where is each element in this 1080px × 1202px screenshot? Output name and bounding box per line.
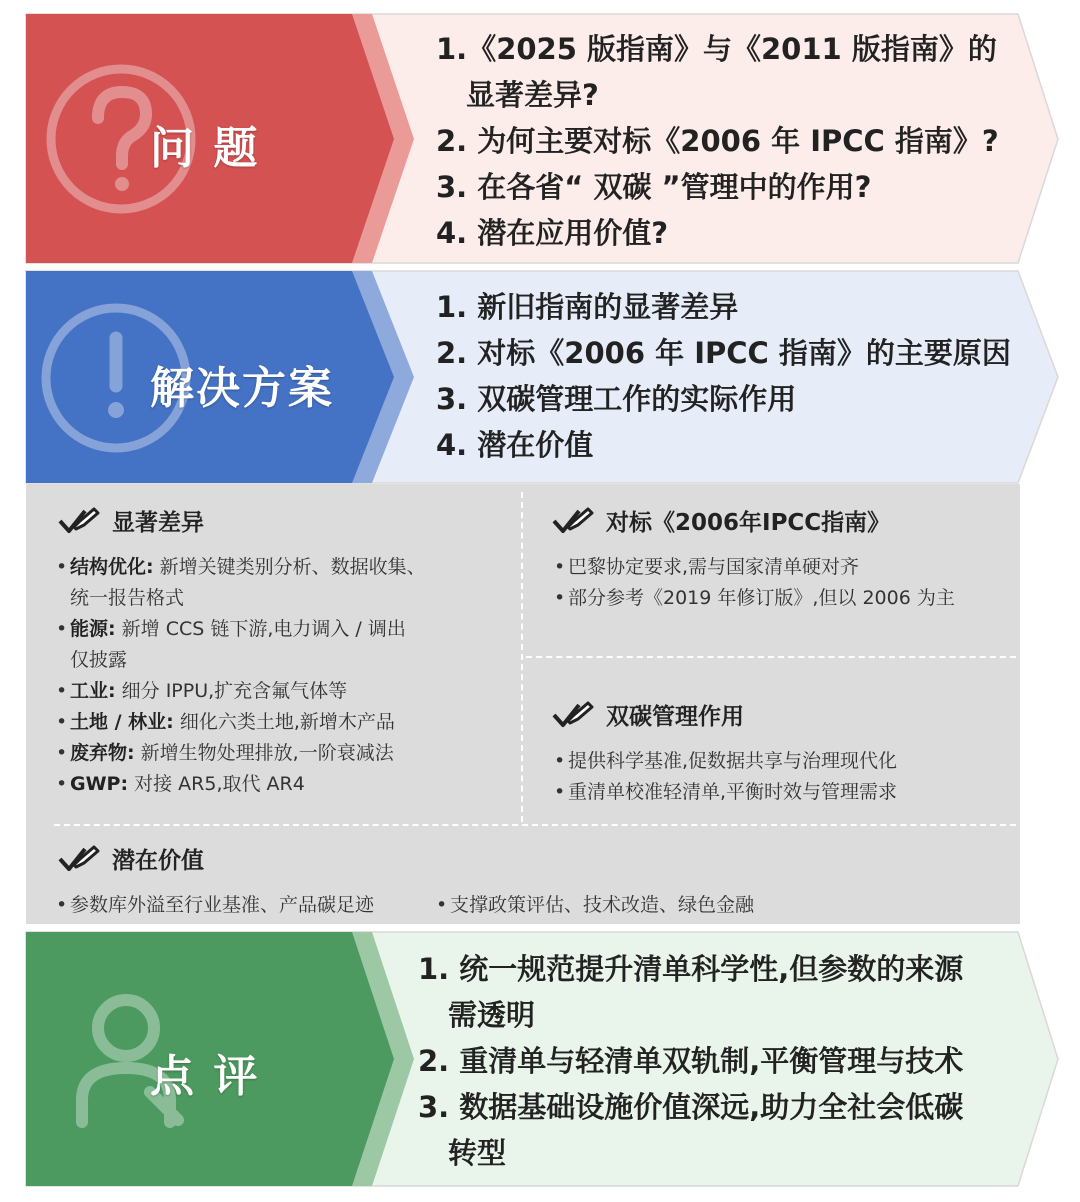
review-item-3-cont: 转型: [448, 1136, 507, 1170]
list-item: [418, 1084, 963, 1176]
question-item-2: 2. 为何主要对标《2006 年 IPCC 指南》?: [436, 124, 999, 158]
diff-cont-2: 仅披露: [70, 649, 128, 671]
diff-label-2: 能源:: [70, 618, 116, 640]
dual-carbon-list: [554, 746, 897, 808]
question-list: [436, 26, 999, 256]
solution-list: [436, 284, 1011, 468]
list-item: • 能源: 新增 CCS 链下游,电力调入 / 调出 仅披露: [56, 614, 426, 676]
review-item-1-cont: 需透明: [448, 998, 536, 1032]
differences-header: [58, 504, 204, 537]
list-item: • 工业: 细分 IPPU,扩充含氟气体等: [56, 680, 348, 702]
checkmark-icon: [552, 507, 596, 535]
potential-item-1: 参数库外溢至行业基准、产品碳足迹: [70, 894, 375, 916]
potential-title: 潜在价值: [112, 848, 204, 874]
review-title: 点 评: [150, 1051, 260, 1102]
dual-carbon-item-2: 重清单校准轻清单,平衡时效与管理需求: [568, 781, 898, 803]
list-item: • 提供科学基准,促数据共享与治理现代化: [554, 750, 898, 772]
list-item: • 废弃物: 新增生物处理排放,一阶衰减法: [56, 742, 394, 764]
list-item: • 结构优化: 新增关键类别分析、数据收集、 统一报告格式: [56, 552, 426, 614]
list-item: • 部分参考《2019 年修订版》,但以 2006 为主: [554, 587, 955, 609]
diff-text-3: 细分 IPPU,扩充含氟气体等: [121, 680, 348, 702]
differences-list: [56, 552, 426, 800]
benchmark-list: [554, 552, 955, 614]
list-item: • 重清单校准轻清单,平衡时效与管理需求: [554, 781, 898, 803]
list-item: • GWP: 对接 AR5,取代 AR4: [56, 773, 305, 795]
diff-label-5: 废弃物:: [70, 742, 135, 764]
diff-label-1: 结构优化:: [70, 556, 154, 578]
question-item-4: 4. 潜在应用价值?: [436, 216, 669, 250]
dual-carbon-header: [552, 698, 744, 731]
diff-text-2: 新增 CCS 链下游,电力调入 / 调出: [121, 618, 406, 640]
list-item: [418, 946, 963, 1038]
divider-bottom: [54, 824, 1016, 826]
divider-vertical: [521, 492, 523, 822]
list-item: • 参数库外溢至行业基准、产品碳足迹: [56, 894, 375, 916]
benchmark-item-2: 部分参考《2019 年修订版》,但以 2006 为主: [568, 587, 955, 609]
diff-label-6: GWP:: [70, 773, 129, 795]
diff-text-5: 新增生物处理排放,一阶衰减法: [140, 742, 394, 764]
solution-item-3: 3. 双碳管理工作的实际作用: [436, 382, 797, 416]
differences-title: 显著差异: [112, 510, 204, 536]
question-title: 问 题: [150, 123, 260, 174]
dual-carbon-title: 双碳管理作用: [606, 704, 744, 730]
benchmark-title: 对标《2006年IPCC指南》: [606, 510, 891, 536]
diff-label-4: 土地 / 林业:: [70, 711, 174, 733]
diff-text-1: 新增关键类别分析、数据收集、: [159, 556, 426, 578]
potential-list-right: [436, 890, 754, 921]
solution-title: 解决方案: [150, 363, 334, 414]
divider-right-mid: [526, 656, 1016, 658]
review-item-3: 3. 数据基础设施价值深远,助力全社会低碳: [418, 1090, 964, 1124]
solution-item-2: 2. 对标《2006 年 IPCC 指南》的主要原因: [436, 336, 1011, 370]
question-item-1-cont: 显著差异?: [466, 78, 599, 112]
review-item-2: 2. 重清单与轻清单双轨制,平衡管理与技术: [418, 1044, 964, 1078]
solution-item-4: 4. 潜在价值: [436, 428, 594, 462]
solution-item-1: 1. 新旧指南的显著差异: [436, 290, 739, 324]
diff-text-4: 细化六类土地,新增木产品: [179, 711, 395, 733]
benchmark-item-1: 巴黎协定要求,需与国家清单硬对齐: [568, 556, 860, 578]
question-item-3: 3. 在各省“ 双碳 ”管理中的作用?: [436, 170, 872, 204]
checkmark-icon: [58, 507, 102, 535]
dual-carbon-item-1: 提供科学基准,促数据共享与治理现代化: [568, 750, 898, 772]
potential-list-left: [56, 890, 374, 921]
diff-text-6: 对接 AR5,取代 AR4: [134, 773, 305, 795]
potential-header: [58, 842, 204, 875]
checkmark-icon: [552, 701, 596, 729]
list-item: [436, 26, 999, 118]
review-item-1: 1. 统一规范提升清单科学性,但参数的来源: [418, 952, 964, 986]
benchmark-header: [552, 504, 890, 537]
question-item-1: 1.《2025 版指南》与《2011 版指南》的: [436, 32, 997, 66]
checkmark-icon: [58, 845, 102, 873]
diff-cont-1: 统一报告格式: [70, 587, 185, 609]
list-item: • 巴黎协定要求,需与国家清单硬对齐: [554, 556, 860, 578]
diff-label-3: 工业:: [70, 680, 116, 702]
potential-item-2: 支撑政策评估、技术改造、绿色金融: [450, 894, 755, 916]
review-list: [418, 946, 963, 1176]
details-panel: [26, 484, 1020, 924]
list-item: • 土地 / 林业: 细化六类土地,新增木产品: [56, 711, 395, 733]
list-item: • 支撑政策评估、技术改造、绿色金融: [436, 894, 755, 916]
